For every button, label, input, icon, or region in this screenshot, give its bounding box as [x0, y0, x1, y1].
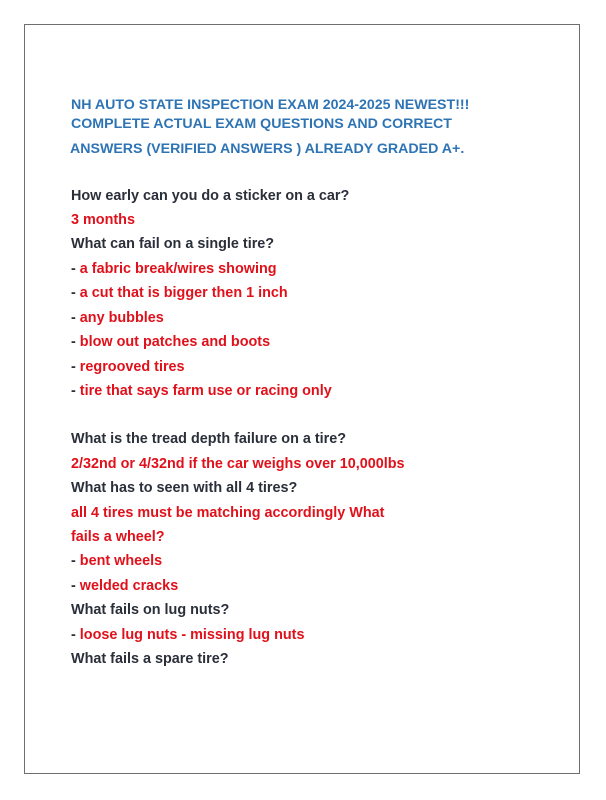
answer-list-item [71, 309, 164, 327]
list-dash: - [71, 285, 80, 301]
list-dash: - [71, 383, 80, 399]
answer-text: loose lug nuts - missing lug nuts [79, 627, 305, 643]
list-dash: - [71, 359, 80, 375]
document-title-line-3: ANSWERS (VERIFIED ANSWERS ) ALREADY GRADED A+. [70, 141, 465, 157]
answer-list-item [71, 577, 178, 595]
answer-text: bent wheels [79, 553, 163, 569]
question-tread-depth: What is the tread depth failure on a tire? [71, 431, 347, 447]
question-spare-tire: What fails a spare tire? [71, 651, 229, 667]
list-dash: - [71, 627, 80, 643]
question-all-tires: What has to seen with all 4 tires? [71, 480, 298, 496]
answer-list-item [71, 260, 277, 278]
answer-list-item [71, 626, 304, 644]
document-title-line-1: NH AUTO STATE INSPECTION EXAM 2024-2025 NEWEST!!! [71, 97, 470, 113]
answer-text: blow out patches and boots [79, 334, 271, 350]
answer-list-item [71, 552, 162, 570]
document-title-line-2: COMPLETE ACTUAL EXAM QUESTIONS AND CORRECT [71, 116, 452, 132]
list-dash: - [71, 553, 80, 569]
answer-tread-depth: 2/32nd or 4/32nd if the car weighs over 10,000lbs [71, 456, 405, 472]
question-single-tire: What can fail on a single tire? [71, 236, 275, 252]
answer-text: any bubbles [79, 310, 164, 326]
question-sticker-timing: How early can you do a sticker on a car? [71, 188, 350, 204]
list-dash: - [71, 310, 80, 326]
list-dash: - [71, 578, 80, 594]
list-dash: - [71, 261, 80, 277]
answer-list-item [71, 284, 288, 302]
answer-list-item [71, 382, 332, 400]
answer-text: regrooved tires [79, 359, 185, 375]
answer-all-tires-continued: fails a wheel? [71, 529, 165, 545]
answer-sticker-timing: 3 months [71, 212, 135, 228]
answer-text: a cut that is bigger then 1 inch [79, 285, 288, 301]
answer-text: tire that says farm use or racing only [79, 383, 332, 399]
answer-text: welded cracks [79, 578, 179, 594]
answer-list-item [71, 333, 270, 351]
read-more-link[interactable]: Read More [270, 406, 333, 421]
question-lug-nuts: What fails on lug nuts? [71, 602, 230, 618]
list-dash: - [71, 334, 80, 350]
answer-all-tires: all 4 tires must be matching accordingly What [71, 505, 385, 521]
answer-list-item [71, 358, 185, 376]
answer-text: a fabric break/wires showing [79, 261, 277, 277]
